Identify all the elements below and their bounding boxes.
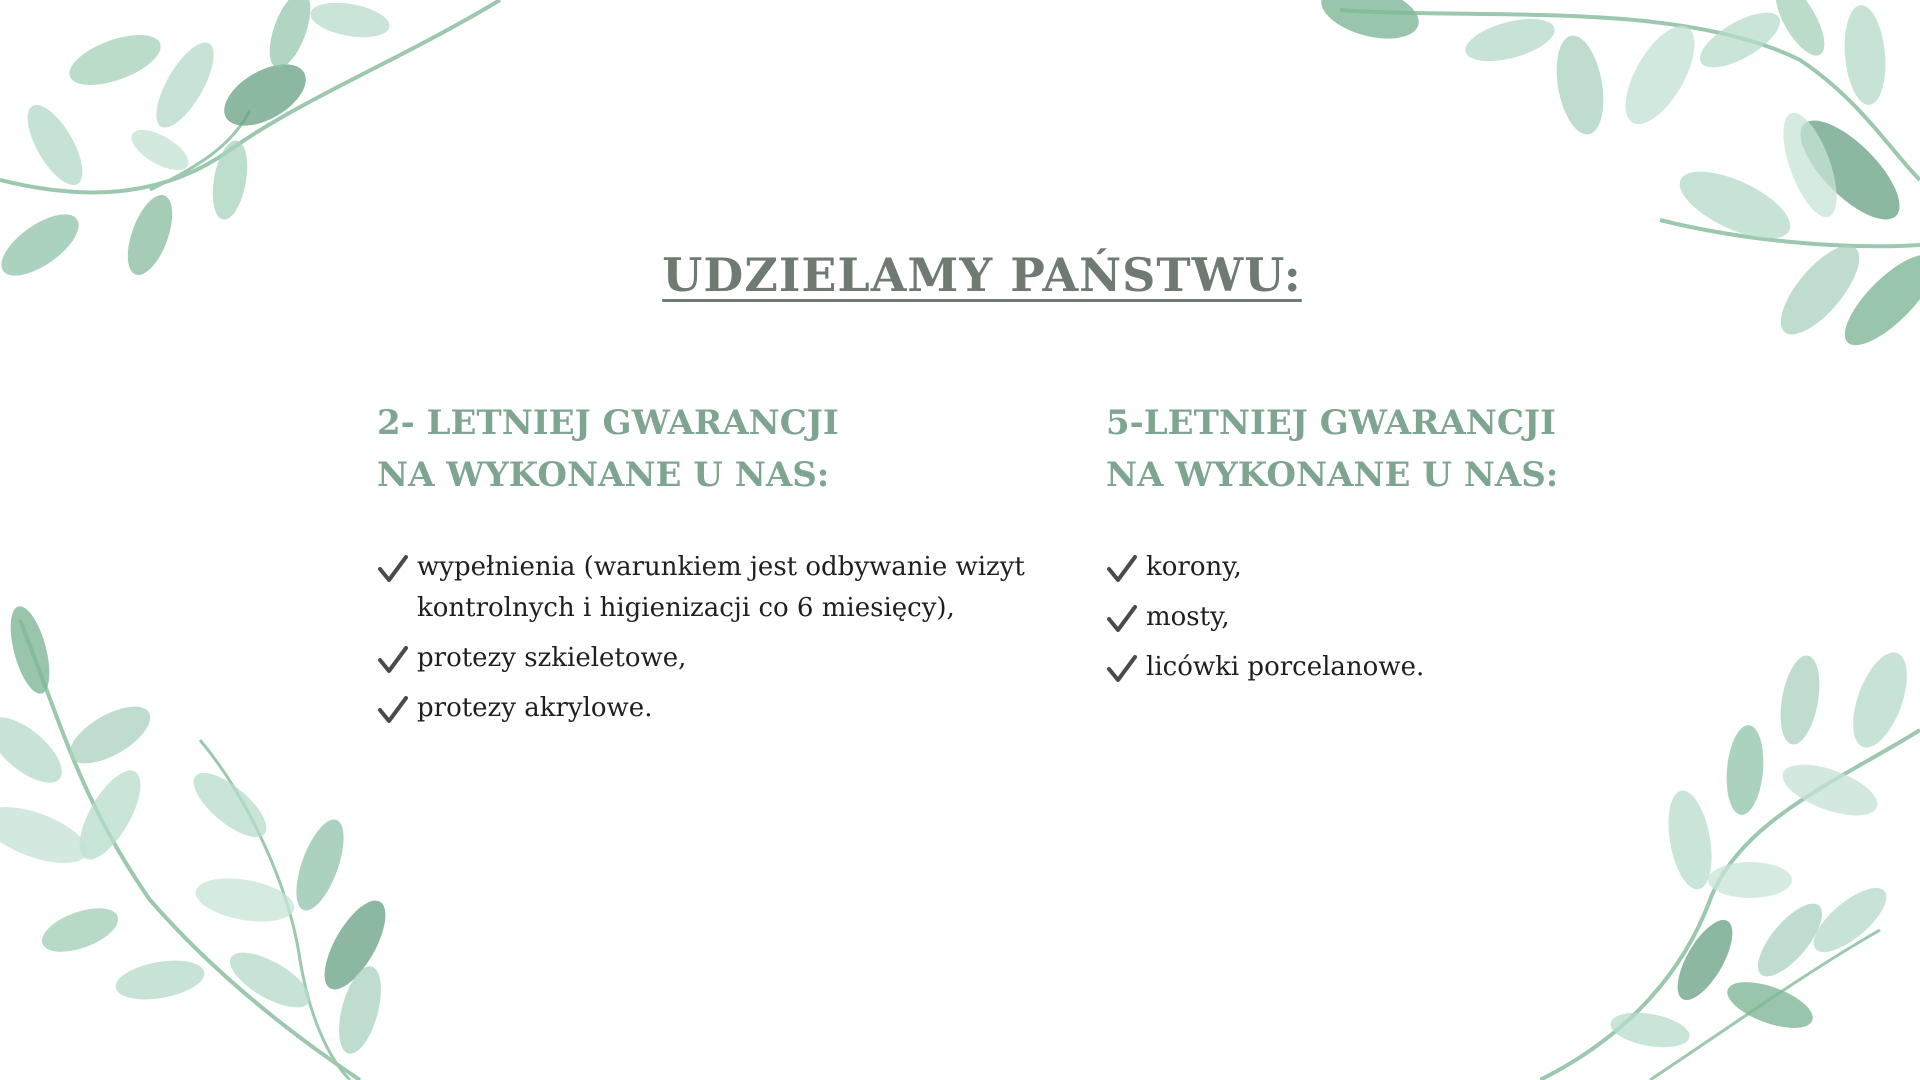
column-heading-line-2: NA WYKONANE U NAS:	[377, 455, 830, 495]
list-item	[377, 688, 1037, 729]
checkmark-icon	[377, 694, 409, 726]
list-item	[1106, 547, 1706, 588]
list-item-text: licówki porcelanowe.	[1146, 652, 1425, 682]
list-item-text: wypełnienia (warunkiem jest odbywanie wizyt kontrolnych i higienizacji co 6 miesięcy),	[417, 552, 1025, 623]
column-heading	[1106, 397, 1706, 501]
leaves-top-right	[1280, 0, 1920, 360]
list-item-text: protezy akrylowe.	[417, 693, 653, 723]
list-item-text: mosty,	[1146, 602, 1230, 632]
eucalyptus-leaves-icon	[0, 600, 420, 1080]
checkmark-icon	[1106, 603, 1138, 635]
eucalyptus-leaves-icon	[1540, 630, 1920, 1080]
list-item-text: protezy szkieletowe,	[417, 643, 687, 673]
list-item	[377, 547, 1037, 629]
checkmark-icon	[1106, 653, 1138, 685]
list-item	[377, 638, 1037, 679]
column-heading-line-2: NA WYKONANE U NAS:	[1106, 455, 1559, 495]
checkmark-icon	[377, 644, 409, 676]
guarantee-list	[1106, 547, 1706, 688]
column-heading	[377, 397, 1037, 501]
guarantee-5-year-column	[1106, 397, 1706, 697]
list-item-text: korony,	[1146, 552, 1242, 582]
column-heading-line-1: 5-LETNIEJ GWARANCJI	[1106, 403, 1556, 443]
leaves-bottom-left	[0, 600, 420, 1080]
page-title: UDZIELAMY PAŃSTWU:	[662, 248, 1302, 302]
guarantee-2-year-column	[377, 397, 1037, 738]
eucalyptus-leaves-icon	[1280, 0, 1920, 360]
column-heading-line-1: 2- LETNIEJ GWARANCJI	[377, 403, 839, 443]
leaves-bottom-right	[1540, 630, 1920, 1080]
checkmark-icon	[1106, 553, 1138, 585]
list-item	[1106, 597, 1706, 638]
list-item	[1106, 647, 1706, 688]
checkmark-icon	[377, 553, 409, 585]
guarantee-list	[377, 547, 1037, 729]
